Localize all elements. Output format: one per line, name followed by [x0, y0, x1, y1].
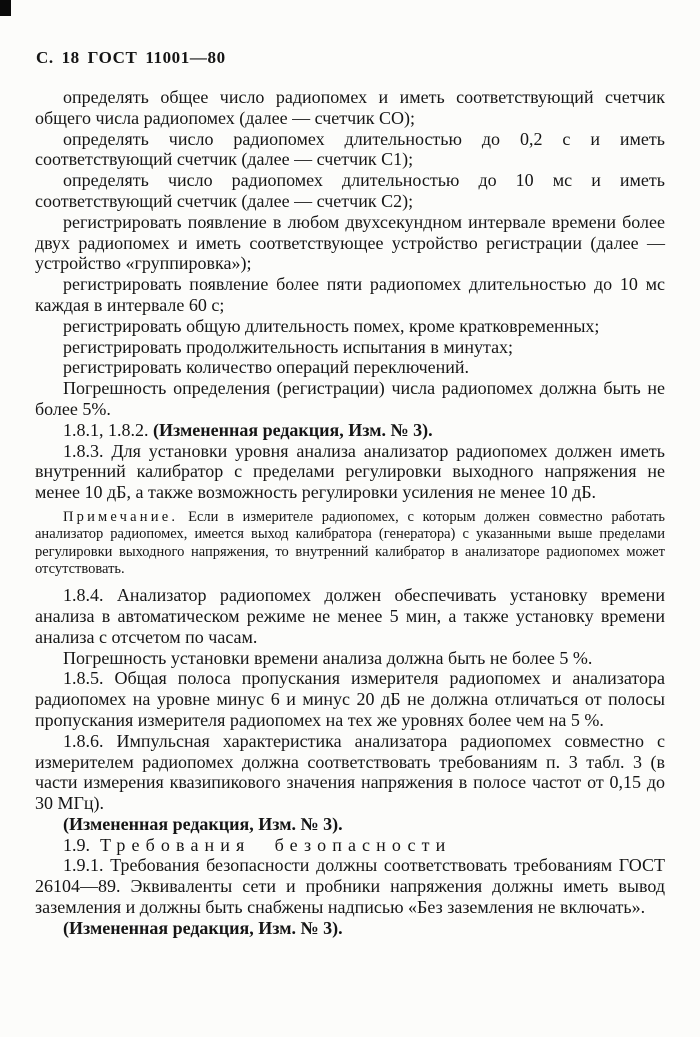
section-heading-19	[35, 835, 665, 856]
note-label: Примечание.	[63, 508, 179, 525]
paragraph-counter-c2: определять число радиопомех длительностью до 10 мс и иметь соответствующий счетчик (далее — счетчик С2);	[35, 170, 665, 211]
amendment-note-2: (Измененная редакция, Изм. № 3).	[63, 813, 343, 834]
paragraph-clause-186: 1.8.6. Импульсная характеристика анализатора радиопомех совместно с измерителем радиопомех должна соответствовать требованиям п. 3 табл. 3 (в части измерения квазипикового значения напряжения в полосе частот от 0,15 до 30 МГц).	[35, 730, 665, 814]
paragraph-register-switches: регистрировать количество операций переключений.	[63, 357, 470, 378]
paragraph-grouping-device: регистрировать появление в любом двухсекундном интервале времени более двух радиопомех и иметь соответствующее устройство регистрации (далее — устройство «группировка»);	[35, 211, 665, 274]
paragraph-clause-185: 1.8.5. Общая полоса пропускания измерителя радиопомех и анализатора радиопомех на уровне минус 6 и минус 20 дБ не должна отличаться от полосы пропускания измерителя радиопомех на тех же уровнях более чем на 5 %.	[35, 668, 665, 730]
document-body	[35, 87, 665, 939]
note-block	[35, 509, 665, 578]
amendment-note: (Измененная редакция, Изм. № 3).	[153, 419, 433, 440]
paragraph-register-minutes: регистрировать продолжительность испытания в минутах;	[63, 336, 514, 357]
paragraph-counter-c1: определять число радиопомех длительностью до 0,2 с и иметь соответствующий счетчик (далее — счетчик С1);	[35, 128, 665, 170]
paragraph-error-limit: Погрешность определения (регистрации) числа радиопомех должна быть не более 5%.	[35, 378, 665, 419]
paragraph-counter-total: определять общее число радиопомех и иметь соответствующий счетчик общего числа радиопомех (далее — счетчик СО);	[35, 87, 665, 128]
section-number: 1.9.	[63, 834, 90, 855]
page-header: С. 18 ГОСТ 11001—80	[36, 48, 226, 67]
note-text: Если в измерителе радиопомех, с которым должен совместно работать анализатор радиопомех, имеется выход калибратора (генератора) с указанными выше пределами регулировки выходного напряжения, то внутренний калибратор в анализаторе радиопомех может отсутствовать.	[35, 508, 665, 577]
clause-numbers: 1.8.1, 1.8.2.	[63, 419, 149, 440]
paragraph-register-duration: регистрировать общую длительность помех, кроме кратковременных;	[63, 315, 600, 336]
paragraph-amendment-181-182	[35, 420, 665, 441]
amendment-note-3: (Измененная редакция, Изм. № 3).	[63, 917, 343, 938]
paragraph-clause-184: 1.8.4. Анализатор радиопомех должен обеспечивать установку времени анализа в автоматическом режиме не менее 5 мин, а также установку времени анализа с отсчетом по часам.	[35, 585, 665, 647]
scan-artifact	[0, 0, 11, 16]
section-title: Требования безопасности	[100, 834, 452, 855]
paragraph-clause-183: 1.8.3. Для установки уровня анализа анализатор радиопомех должен иметь внутренний калибратор с пределами регулировки выходного напряжения не менее 10 дБ, а также возможность регулировки усиления не менее 10 дБ.	[35, 440, 665, 503]
paragraph-register-five: регистрировать появление более пяти радиопомех длительностью до 10 мс каждая в интервале 60 с;	[35, 274, 665, 315]
paragraph-time-error: Погрешность установки времени анализа должна быть не более 5 %.	[63, 647, 593, 668]
paragraph-clause-191: 1.9.1. Требования безопасности должны соответствовать требованиям ГОСТ 26104—89. Эквиваленты сети и пробники напряжения должны иметь вывод заземления и должны быть снабжены надписью «Без заземления не включать».	[35, 855, 665, 918]
